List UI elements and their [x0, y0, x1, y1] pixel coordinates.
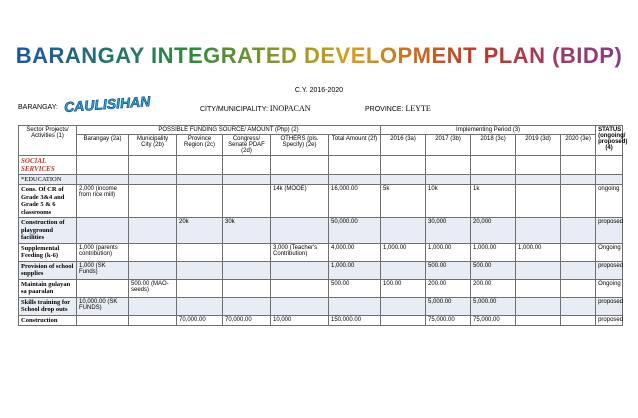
table-cell — [129, 243, 177, 261]
status-cell: ongoing — [596, 185, 623, 218]
activity-cell: Skills training for School drop outs — [19, 297, 77, 315]
plan-period: C.Y. 2016-2020 — [294, 87, 344, 94]
table-cell: 50,000.00 — [329, 218, 381, 244]
activity-cell: Construction of playground facilities — [19, 218, 77, 244]
table-cell — [516, 218, 561, 244]
table-cell — [381, 297, 426, 315]
table-cell: 500.00 — [329, 279, 381, 297]
subheader-cell: 2018 (3c) — [471, 135, 516, 156]
table-cell — [129, 297, 177, 315]
table-cell: 5,000.00 — [426, 297, 471, 315]
table-cell: 30k — [223, 218, 271, 244]
table-cell: 5k — [381, 185, 426, 218]
table-cell: 500.00 — [471, 261, 516, 279]
province-label: PROVINCE: — [365, 106, 404, 113]
table-cell — [223, 297, 271, 315]
city-field — [200, 104, 311, 113]
table-cell: 10,000 — [271, 315, 329, 326]
province-field — [365, 104, 431, 113]
table-cell: 4,000.00 — [329, 243, 381, 261]
subheader-cell: 2016 (3a) — [381, 135, 426, 156]
table-cell: 70,000.00 — [223, 315, 271, 326]
subheader-cell: Municipality City (2b) — [129, 135, 177, 156]
activity-cell: Construction — [19, 315, 77, 326]
table-row — [19, 185, 623, 218]
table-cell: 75,000.00 — [471, 315, 516, 326]
subheader-cell: 2017 (3b) — [426, 135, 471, 156]
status-cell: Ongoing — [596, 243, 623, 261]
table-cell: 1,000.00 — [471, 243, 516, 261]
table-row — [19, 279, 623, 297]
table-cell — [271, 279, 329, 297]
table-cell — [223, 185, 271, 218]
table-cell — [177, 261, 223, 279]
table-cell: 500.00 (MAO-seeds) — [129, 279, 177, 297]
table-cell — [381, 218, 426, 244]
table-cell — [516, 315, 561, 326]
subheader-cell: 2019 (3d) — [516, 135, 561, 156]
table-cell — [223, 279, 271, 297]
table-row — [19, 243, 623, 261]
table-cell — [561, 243, 596, 261]
table-cell: 200.00 — [426, 279, 471, 297]
table-cell: 20k — [177, 218, 223, 244]
table-cell: 1,000.00 — [516, 243, 561, 261]
activity-cell: Supplemental Feeding (k-6) — [19, 243, 77, 261]
status-cell: proposed — [596, 261, 623, 279]
table-cell: 1,000 (SK Funds) — [77, 261, 129, 279]
table-cell — [561, 218, 596, 244]
table-cell — [129, 315, 177, 326]
subsection-label: *EDUCATION — [19, 175, 77, 185]
table-cell — [223, 261, 271, 279]
table-cell: 20,000 — [471, 218, 516, 244]
table-cell — [561, 279, 596, 297]
subheader-cell: Congress/ Senate PDAF (2d) — [223, 135, 271, 156]
table-cell — [381, 261, 426, 279]
table-cell — [77, 218, 129, 244]
bidp-table — [18, 125, 628, 326]
table-cell: 10k — [426, 185, 471, 218]
province-value: LEYTE — [405, 104, 431, 113]
table-cell — [561, 261, 596, 279]
table-cell: 200.00 — [471, 279, 516, 297]
page-title: BARANGAY INTEGRATED DEVELOPMENT PLAN (BIDP) — [0, 43, 638, 69]
table-cell: 1,000.00 — [329, 261, 381, 279]
status-cell: proposed — [596, 315, 623, 326]
table-cell — [561, 315, 596, 326]
col-sector: Sector Projects/ Activities (1) — [19, 126, 77, 156]
table-cell: 1,000 (parents contribution) — [77, 243, 129, 261]
city-label: CITY/MUNICIPALITY: — [200, 106, 268, 113]
status-cell: Ongoing — [596, 279, 623, 297]
barangay-label: BARANGAY: — [18, 104, 58, 111]
table-cell: 150,000.00 — [329, 315, 381, 326]
col-period: Implementing Period (3) — [381, 126, 596, 135]
table-row — [19, 261, 623, 279]
table-cell: 16,000.00 — [329, 185, 381, 218]
table-cell: 100.00 — [381, 279, 426, 297]
table-cell: 1k — [471, 185, 516, 218]
activity-cell: Provision of school supplies — [19, 261, 77, 279]
table-row — [19, 218, 623, 244]
table-cell: 30,000 — [426, 218, 471, 244]
table-cell: 10,000.00 (SK FUNDS) — [77, 297, 129, 315]
table-cell — [561, 185, 596, 218]
subheader-cell: Province Region (2c) — [177, 135, 223, 156]
table-cell: 3,000 (Teacher's Contribution) — [271, 243, 329, 261]
table-cell — [516, 279, 561, 297]
activity-cell: Cons. Of CR of Grade 3&4 and Grade 5 & 6 classrooms — [19, 185, 77, 218]
table-cell: 2,000 (income from rice mill) — [77, 185, 129, 218]
table-cell — [177, 243, 223, 261]
table-row — [19, 315, 623, 326]
col-status: STATUS (ongoing/ proposed) (4) — [596, 126, 623, 156]
table-cell — [129, 185, 177, 218]
table-cell: 1,000.00 — [381, 243, 426, 261]
status-cell: proposed — [596, 297, 623, 315]
table-cell — [516, 297, 561, 315]
col-funding: POSSIBLE FUNDING SOURCE/ AMOUNT (Php) (2) — [77, 126, 381, 135]
barangay-name-logo: CAULISIHAN — [63, 93, 151, 115]
table-cell — [77, 315, 129, 326]
status-cell: proposed — [596, 218, 623, 244]
table-cell — [516, 185, 561, 218]
table-row — [19, 297, 623, 315]
table-cell: 1,000.00 — [426, 243, 471, 261]
table-cell — [77, 279, 129, 297]
table-cell: 70,000.00 — [177, 315, 223, 326]
table-cell: 5,000.00 — [471, 297, 516, 315]
subheader-cell: OTHERS (pls. Specify) (2e) — [271, 135, 329, 156]
table-cell — [516, 261, 561, 279]
table-cell — [129, 218, 177, 244]
table-cell — [271, 261, 329, 279]
table-cell — [381, 315, 426, 326]
table-cell — [129, 261, 177, 279]
table-cell: 500.00 — [426, 261, 471, 279]
subheader-cell: Barangay (2a) — [77, 135, 129, 156]
section-label: SOCIAL SERVICES — [19, 156, 77, 175]
table-cell — [271, 297, 329, 315]
table-cell: 14k (MOOE) — [271, 185, 329, 218]
table-cell — [329, 297, 381, 315]
table-cell — [561, 297, 596, 315]
table-cell: 75,000.00 — [426, 315, 471, 326]
subheader-cell: 2020 (3e) — [561, 135, 596, 156]
table-cell — [177, 279, 223, 297]
city-value: INOPACAN — [269, 104, 311, 113]
table-cell — [223, 243, 271, 261]
table-cell — [177, 185, 223, 218]
table-cell — [271, 218, 329, 244]
table-cell — [177, 297, 223, 315]
activity-cell: Maintain gulayan sa paaralan — [19, 279, 77, 297]
subheader-cell: Total Amount (2f) — [329, 135, 381, 156]
